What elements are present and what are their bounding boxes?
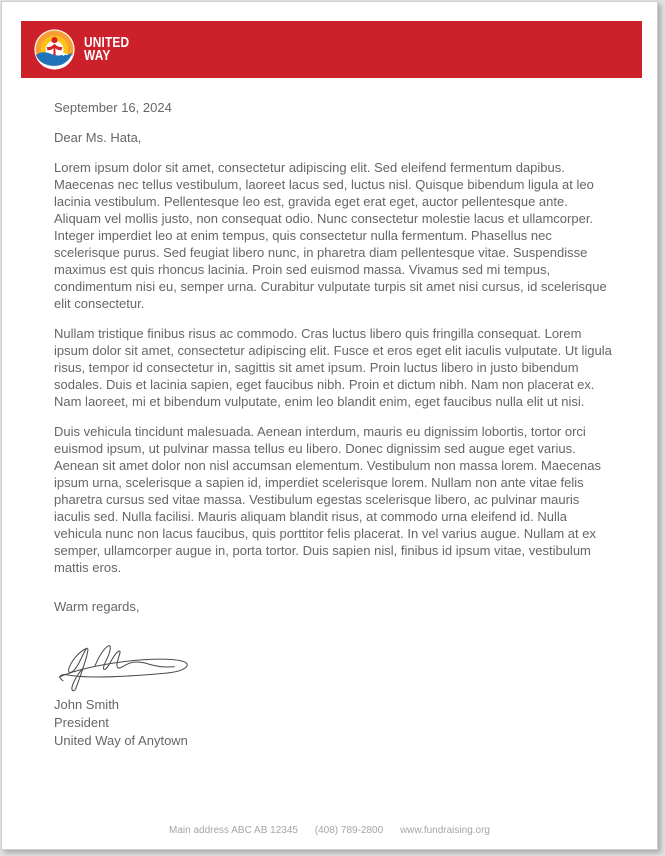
wordmark-line2: WAY (84, 47, 111, 64)
footer-address: Main address ABC AB 12345 (169, 825, 298, 836)
signature-block (54, 696, 613, 750)
signer-title: President (54, 715, 109, 730)
letter-footer (2, 825, 657, 836)
letter-date: September 16, 2024 (54, 100, 172, 115)
letter-salutation: Dear Ms. Hata, (54, 130, 142, 145)
wordmark-line1: UNITED (84, 34, 130, 51)
letter-body (2, 78, 657, 750)
letter-paragraph-3: Duis vehicula tincidunt malesuada. Aenean interdum, mauris eu dignissim lobortis, tortor orci euismod ipsum, ut pulvinar massa tellus eu libero. Donec dignissim sed augue eget varius. Aenean sit amet dolor non nisl accumsan elementum. Vestibulum non massa lorem. Maecenas ipsum urna, scelerisque a sapien id, imperdiet scelerisque lorem. Nullam non ante vitae felis pharetra cursus sed vitae massa. Vestibulum egestas scelerisque libero, ac pulvinar mauris iaculis sed. Nulla facilisi. Mauris aliquam blandit risus, at commodo urna eleifend id. Nulla vehicula nunc non lacus faucibus, quis porttitor felis placerat. In vel varius augue. Nullam at ex semper, ullamcorper augue in, porta tortor. Duis sapien nisl, finibus id ipsum vitae, vestibulum mattis eros. (54, 424, 602, 575)
footer-phone: (408) 789-2800 (314, 825, 384, 836)
letter-paragraph-2: Nullam tristique finibus risus ac commodo. Cras luctus libero quis fringilla consequat. Lorem ipsum dolor sit amet, consectetur adipiscing elit. Fusce et eros eget elit iaculis vulputate. Ut ligula risus, tempor id consectetur in, sagittis sit amet ipsum. Proin luctus libero in justo bibendum sodales. Duis et lacinia sapien, eget faucibus nibh. Proin et dictum nibh. Nam non placerat ex. Nam laoreet, mi et bibendum vulputate, enim leo blandit enim, eget faucibus nulla elit ut nisi. (54, 326, 612, 409)
handwritten-signature (50, 628, 208, 694)
header-banner (21, 21, 642, 78)
united-way-logo-icon (34, 29, 75, 70)
letter-page (1, 1, 658, 850)
letter-closing: Warm regards, (54, 599, 140, 614)
signer-name: John Smith (54, 697, 120, 712)
united-way-wordmark (84, 34, 130, 64)
footer-website: www.fundraising.org (399, 825, 490, 836)
letter-paragraph-1: Lorem ipsum dolor sit amet, consectetur adipiscing elit. Sed eleifend fermentum dapibus. Maecenas nec tellus vestibulum, laoreet lacus sed, luctus nisl. Quisque bibendum ligula at leo lacinia vestibulum. Pellentesque leo est, gravida eget erat eget, auctor pellentesque ante. Aliquam vel mollis justo, non consequat odio. Nunc consectetur molestie lacus et ullamcorper. Integer imperdiet leo at enim tempus, quis consectetur nulla fermentum. Phasellus nec scelerisque purus. Sed feugiat libero nunc, in pharetra diam pellentesque vitae. Suspendisse maximus est quis rhoncus lacinia. Proin sed euismod massa. Vivamus sed mi tempus, condimentum nisi eu, semper urna. Curabitur vulputate turpis sit amet nisi cursus, id scelerisque elit consectetur. (54, 160, 607, 311)
signer-organization: United Way of Anytown (54, 733, 188, 748)
